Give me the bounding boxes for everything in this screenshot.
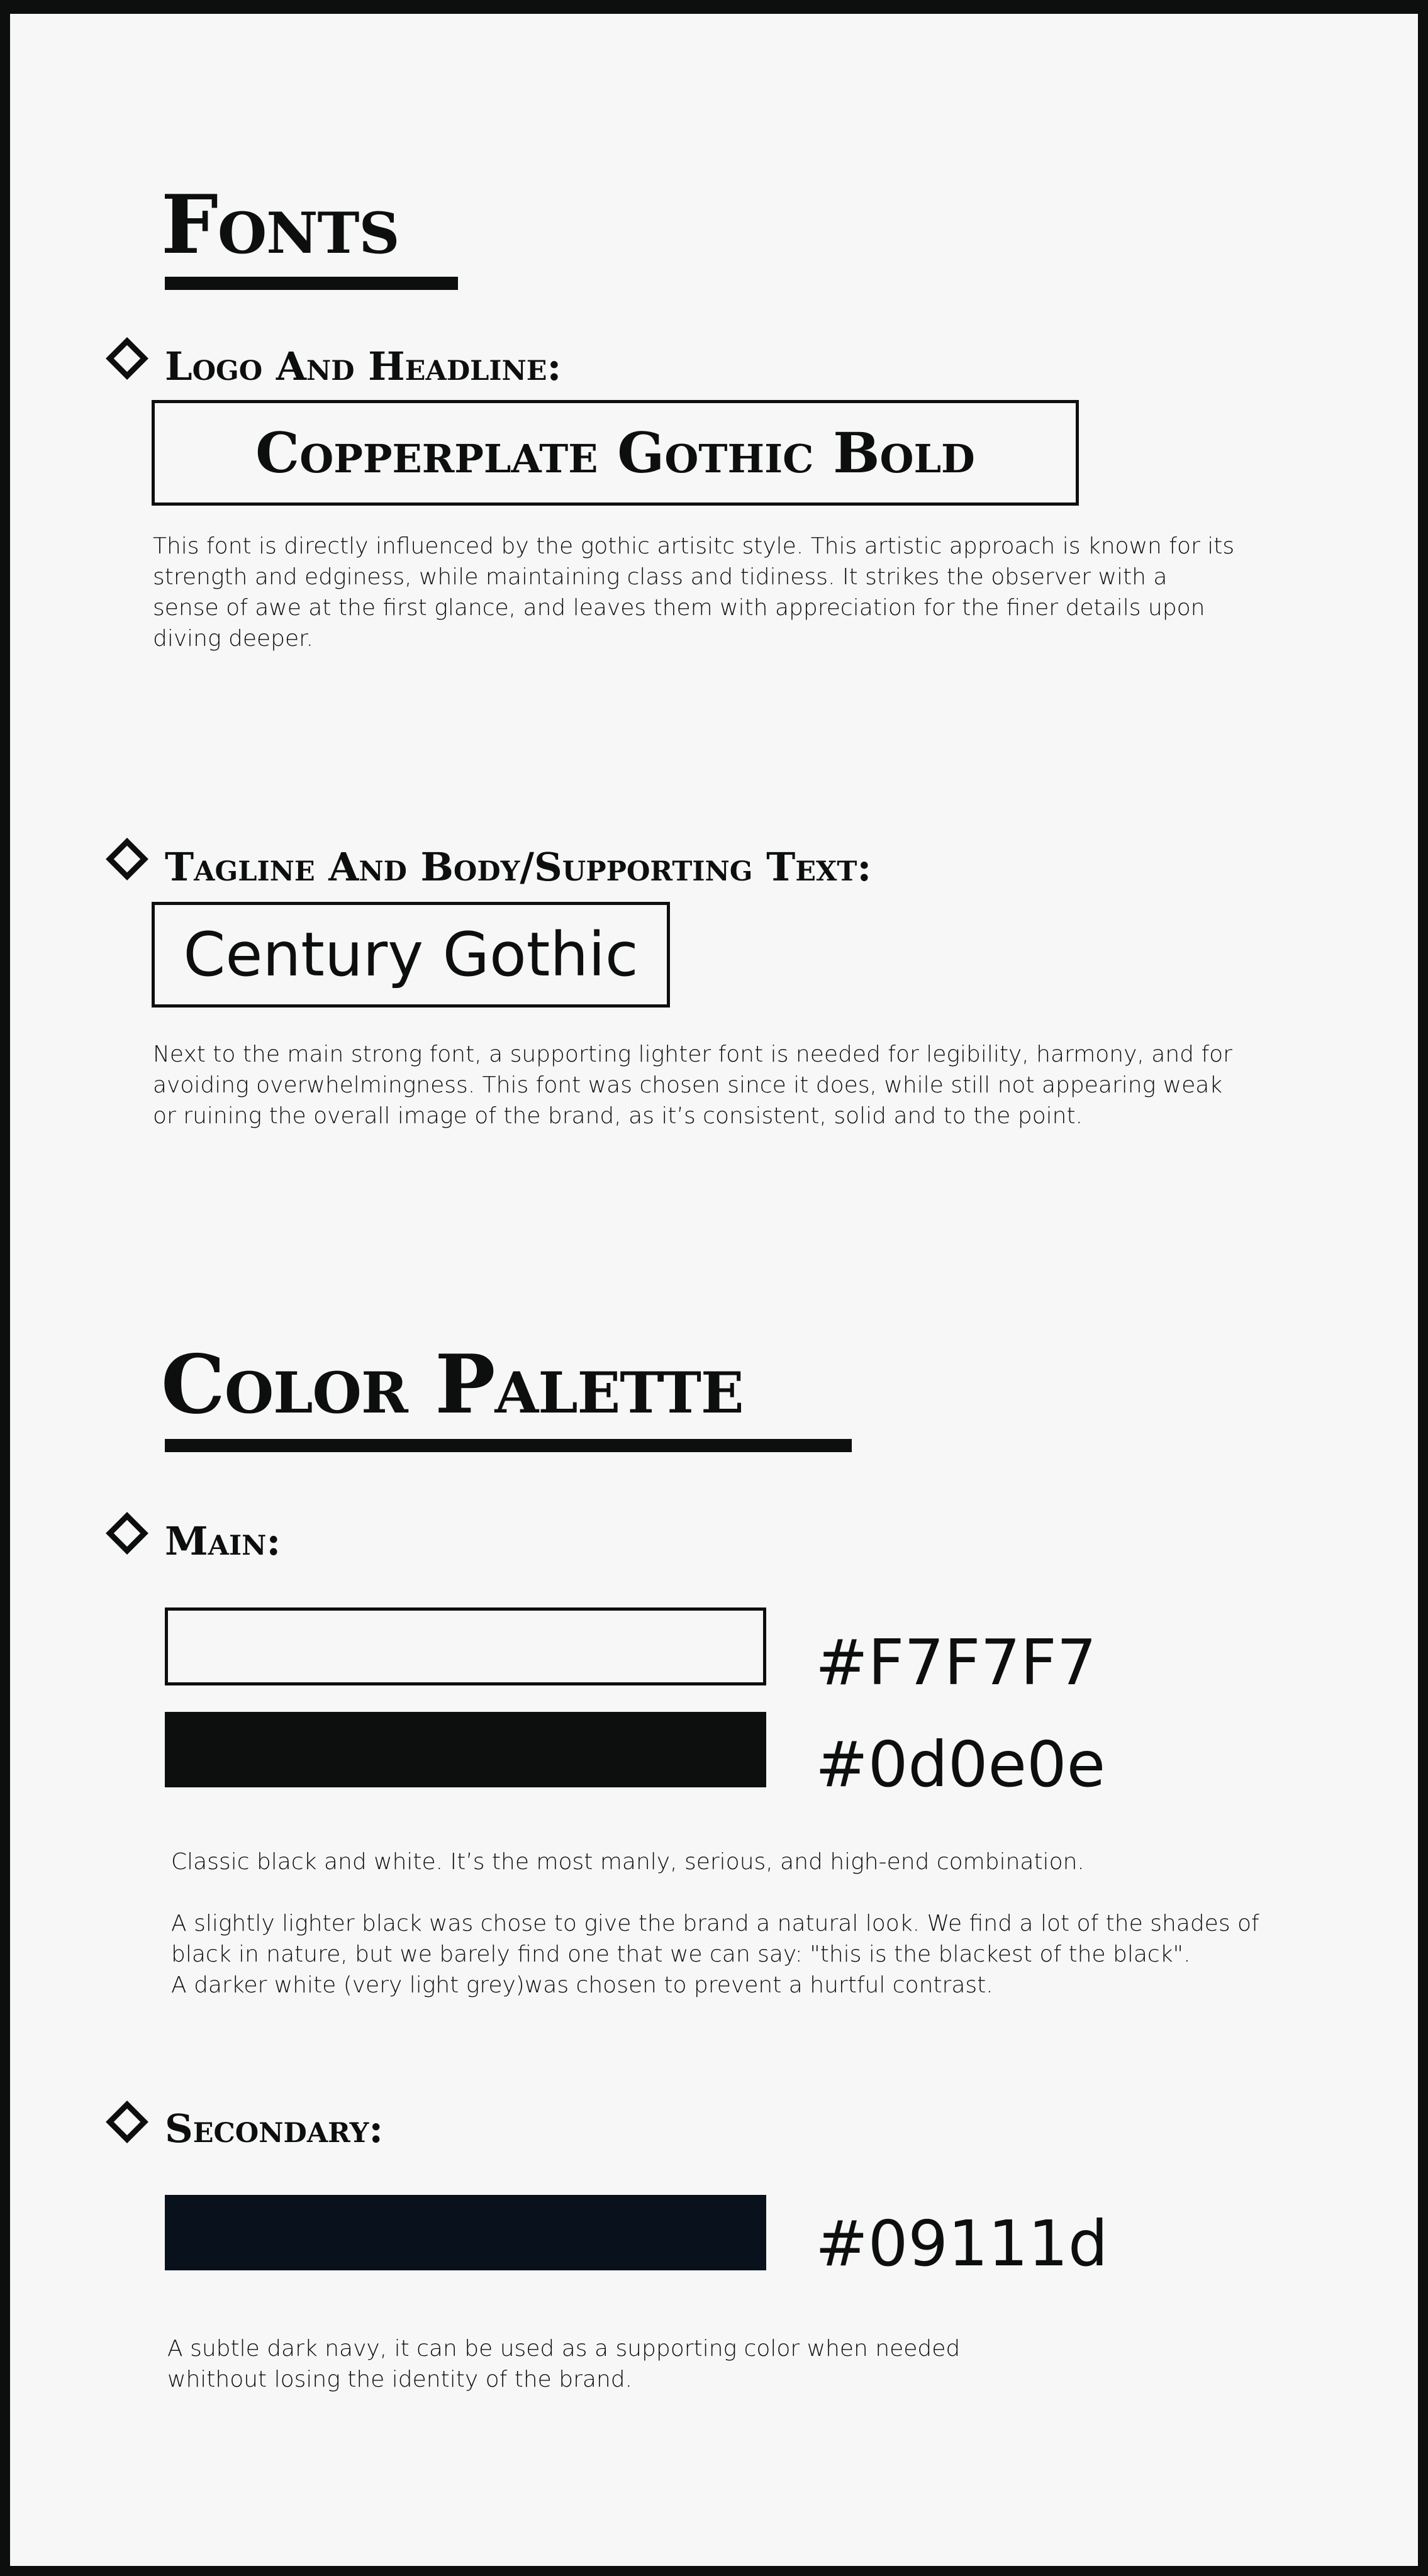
hex-f7f7f7: #F7F7F7 (815, 1626, 1097, 1699)
logo-font-label: Logo And Headline: (165, 343, 562, 389)
palette-title: Color Palette (161, 1338, 744, 1432)
main-colors-description-2: A slightly lighter black was chose to give the brand a natural look. We find a lot of the shades of black in nature, but we barely find one that we can say: "this is the blackest of the black". A darker white (very light grey)was chosen to prevent a hurtful contrast. (171, 1911, 1259, 1998)
main-colors-label: Main: (165, 1518, 281, 1564)
fonts-title-underline (165, 277, 458, 290)
logo-font-description: This font is directly influenced by the gothic artisitc style. This artistic approach is known for its strength and edginess, while maintaining class and tidiness. It strikes the observer with a sense of awe at the first glance, and leaves them with appreciation for the finer details upon diving deeper. (153, 533, 1235, 652)
brand-guide-page (10, 14, 1418, 2566)
diamond-bullet-icon (106, 337, 148, 380)
swatch-09111d (165, 2195, 766, 2270)
body-font-description: Next to the main strong font, a supporting lighter font is needed for legibility, harmony, and for avoiding overwhelmingness. This font was chosen since it does, while still not appearing weak or ruining the overall image of the brand, as it’s consistent, solid and to the point. (153, 1041, 1232, 1129)
hex-09111d: #09111d (815, 2207, 1108, 2280)
swatch-f7f7f7 (165, 1607, 766, 1685)
body-font-sample: Century Gothic (152, 902, 670, 1008)
hex-0d0e0e: #0d0e0e (815, 1728, 1106, 1801)
diamond-bullet-icon (106, 838, 148, 880)
diamond-bullet-icon (106, 1512, 148, 1555)
palette-title-underline (165, 1439, 852, 1452)
logo-font-sample: Copperplate Gothic Bold (152, 400, 1079, 506)
body-font-label: Tagline And Body/Supporting Text: (165, 844, 872, 890)
main-colors-description-1: Classic black and white. It’s the most manly, serious, and high-end combination. (171, 1849, 1085, 1875)
diamond-bullet-icon (106, 2101, 148, 2143)
secondary-colors-label: Secondary: (165, 2106, 384, 2151)
swatch-0d0e0e (165, 1712, 766, 1787)
fonts-title: Fonts (161, 178, 399, 272)
secondary-colors-description: A subtle dark navy, it can be used as a supporting color when needed whithout losing the identity of the brand. (167, 2336, 961, 2392)
